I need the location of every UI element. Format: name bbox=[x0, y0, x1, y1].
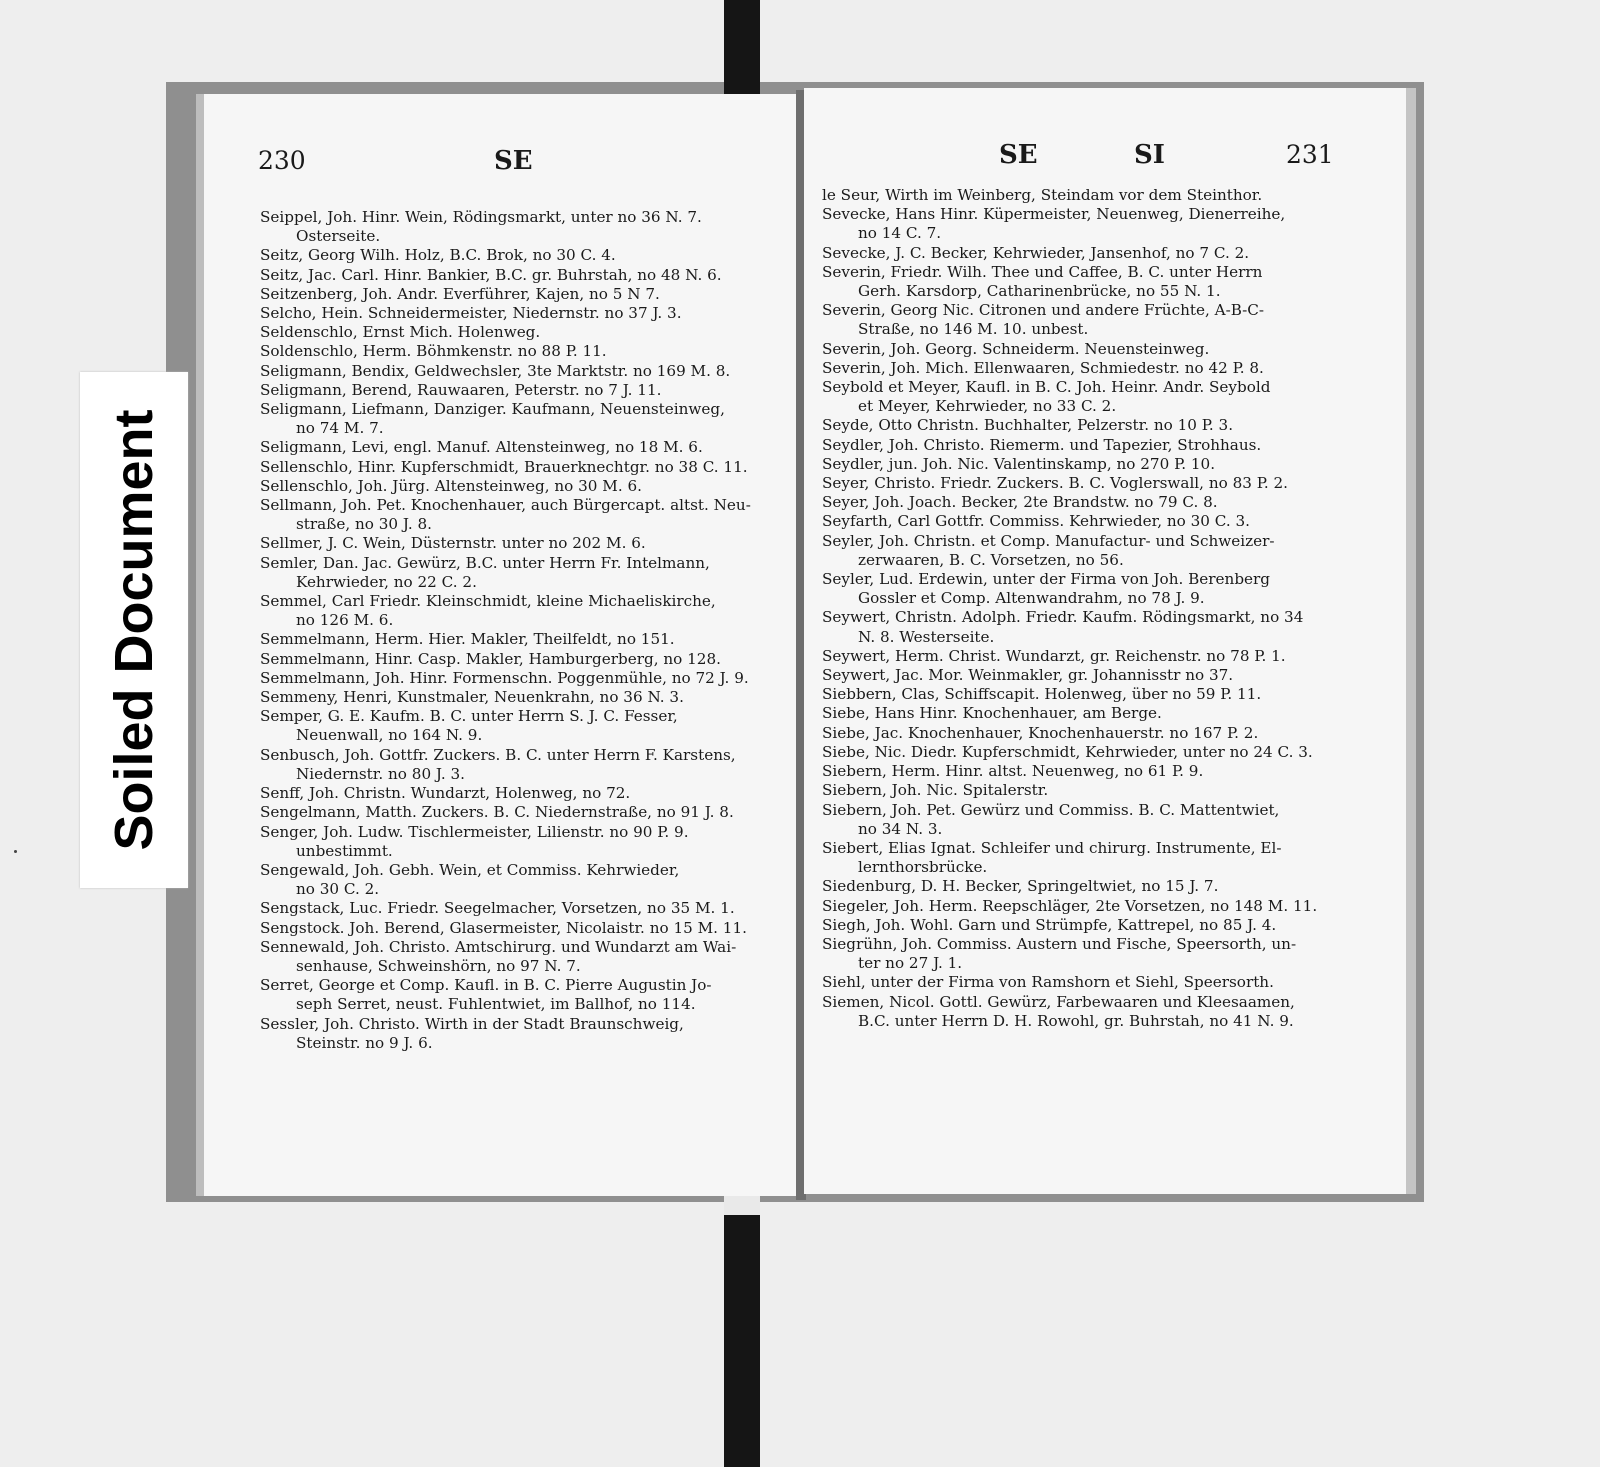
entry-line: Seitz, Georg Wilh. Holz, B.C. Brok, no 30 C. 4. bbox=[260, 246, 616, 265]
entry-continuation-line: no 30 C. 2. bbox=[296, 880, 380, 899]
section-heading-first: SE bbox=[999, 140, 1038, 170]
entry-list bbox=[260, 208, 780, 1053]
entry-continuation-line: straße, no 30 J. 8. bbox=[296, 515, 432, 534]
entry-line: Sengstack, Luc. Friedr. Seegelmacher, Vorsetzen, no 35 M. 1. bbox=[260, 899, 735, 918]
directory-entry bbox=[260, 630, 780, 649]
entry-line: le Seur, Wirth im Weinberg, Steindam vor dem Steinthor. bbox=[822, 186, 1263, 204]
directory-entry bbox=[260, 899, 780, 918]
directory-entry bbox=[822, 666, 1342, 685]
entry-line: Siebern, Herm. Hinr. altst. Neuenweg, no 61 P. 9. bbox=[822, 762, 1204, 781]
entry-line: Siebern, Joh. Nic. Spitalerstr. bbox=[822, 781, 1049, 800]
entry-line: Severin, Georg Nic. Citronen und andere Früchte, A-B-C- bbox=[822, 301, 1265, 320]
entry-line: Siedenburg, D. H. Becker, Springeltwiet, no 15 J. 7. bbox=[822, 877, 1219, 896]
entry-continuation-line: zerwaaren, B. C. Vorsetzen, no 56. bbox=[858, 550, 1124, 569]
directory-entry bbox=[260, 784, 780, 803]
entry-line: Siebe, Hans Hinr. Knochenhauer, am Berge. bbox=[822, 704, 1162, 723]
directory-entry bbox=[260, 592, 780, 630]
directory-entry bbox=[260, 362, 780, 381]
entry-continuation-line: ter no 27 J. 1. bbox=[858, 954, 963, 973]
directory-entry bbox=[822, 993, 1342, 1031]
entry-line: Seywert, Christn. Adolph. Friedr. Kaufm. Rödingsmarkt, no 34 bbox=[822, 608, 1304, 627]
directory-entry bbox=[822, 532, 1342, 570]
entry-continuation-line: Kehrwieder, no 22 C. 2. bbox=[296, 572, 477, 591]
directory-entry bbox=[822, 416, 1342, 435]
entry-line: Seligmann, Bendix, Geldwechsler, 3te Marktstr. no 169 M. 8. bbox=[260, 361, 731, 380]
directory-entry bbox=[822, 474, 1342, 493]
entry-line: Sevecke, Hans Hinr. Küpermeister, Neuenweg, Dienerreihe, bbox=[822, 205, 1286, 224]
entry-line: Seydler, jun. Joh. Nic. Valentinskamp, no 270 P. 10. bbox=[822, 454, 1216, 473]
directory-entry bbox=[260, 304, 780, 323]
directory-entry bbox=[260, 381, 780, 400]
directory-entry bbox=[822, 186, 1342, 205]
entry-line: Semmel, Carl Friedr. Kleinschmidt, kleine Michaeliskirche, bbox=[260, 592, 716, 611]
left-page bbox=[196, 94, 800, 1196]
directory-entry bbox=[260, 323, 780, 342]
entry-line: Siehl, unter der Firma von Ramshorn et Siehl, Speersorth. bbox=[822, 973, 1274, 992]
entry-continuation-line: Steinstr. no 9 J. 6. bbox=[296, 1033, 433, 1052]
right-page bbox=[804, 88, 1416, 1194]
directory-entry bbox=[260, 669, 780, 688]
entry-continuation-line: N. 8. Westerseite. bbox=[858, 627, 995, 646]
entry-continuation-line: seph Serret, neust. Fuhlentwiet, im Ballhof, no 114. bbox=[296, 995, 696, 1014]
entry-line: Seippel, Joh. Hinr. Wein, Rödingsmarkt, unter no 36 N. 7. bbox=[260, 208, 702, 226]
directory-entry bbox=[822, 685, 1342, 704]
entry-line: Seyler, Lud. Erdewin, unter der Firma von Joh. Berenberg bbox=[822, 570, 1271, 589]
entry-line: Sellmann, Joh. Pet. Knochenhauer, auch Bürgercapt. altst. Neu- bbox=[260, 496, 751, 515]
entry-continuation-line: et Meyer, Kehrwieder, no 33 C. 2. bbox=[858, 397, 1117, 416]
entry-line: Semmelmann, Hinr. Casp. Makler, Hamburgerberg, no 128. bbox=[260, 649, 721, 668]
entry-continuation-line: senhause, Schweinshörn, no 97 N. 7. bbox=[296, 956, 581, 975]
entry-line: Senger, Joh. Ludw. Tischlermeister, Lilienstr. no 90 P. 9. bbox=[260, 822, 689, 841]
entry-line: Siebern, Joh. Pet. Gewürz und Commiss. B. C. Mattentwiet, bbox=[822, 800, 1280, 819]
directory-entry bbox=[260, 400, 780, 438]
directory-entry bbox=[260, 707, 780, 745]
entry-line: Severin, Friedr. Wilh. Thee und Caffee, B. C. unter Herrn bbox=[822, 262, 1263, 281]
entry-continuation-line: no 74 M. 7. bbox=[296, 419, 384, 438]
entry-line: Severin, Joh. Mich. Ellenwaaren, Schmiedestr. no 42 P. 8. bbox=[822, 358, 1264, 377]
entry-continuation-line: Neuenwall, no 164 N. 9. bbox=[296, 726, 483, 745]
directory-entry bbox=[260, 246, 780, 265]
section-heading: SE bbox=[494, 146, 533, 176]
entry-continuation-line: unbestimmt. bbox=[296, 841, 393, 860]
entry-line: Semler, Dan. Jac. Gewürz, B.C. unter Herrn Fr. Intelmann, bbox=[260, 553, 710, 572]
directory-entry bbox=[822, 205, 1342, 243]
entry-line: Sessler, Joh. Christo. Wirth in der Stadt Braunschweig, bbox=[260, 1014, 684, 1033]
directory-entry bbox=[822, 973, 1342, 992]
microfilm-strip-gap bbox=[724, 1195, 760, 1215]
entry-line: Seywert, Herm. Christ. Wundarzt, gr. Reichenstr. no 78 P. 1. bbox=[822, 646, 1286, 665]
directory-entry bbox=[822, 762, 1342, 781]
directory-entry bbox=[822, 455, 1342, 474]
entry-line: Siebert, Elias Ignat. Schleifer und chirurg. Instrumente, El- bbox=[822, 838, 1282, 857]
directory-entry bbox=[822, 916, 1342, 935]
directory-entry bbox=[260, 1015, 780, 1053]
entry-line: Sevecke, J. C. Becker, Kehrwieder, Jansenhof, no 7 C. 2. bbox=[822, 243, 1250, 262]
entry-line: Siemen, Nicol. Gottl. Gewürz, Farbewaaren und Kleesaamen, bbox=[822, 992, 1295, 1011]
directory-entry bbox=[822, 839, 1342, 877]
entry-line: Senbusch, Joh. Gottfr. Zuckers. B. C. unter Herrn F. Karstens, bbox=[260, 745, 736, 764]
entry-line: Sennewald, Joh. Christo. Amtschirurg. und Wundarzt am Wai- bbox=[260, 937, 737, 956]
entry-line: Sengelmann, Matth. Zuckers. B. C. Niedernstraße, no 91 J. 8. bbox=[260, 803, 734, 822]
directory-entry bbox=[260, 803, 780, 822]
entry-line: Seydler, Joh. Christo. Riemerm. und Tapezier, Strohhaus. bbox=[822, 435, 1262, 454]
entry-line: Sellenschlo, Hinr. Kupferschmidt, Brauerknechtgr. no 38 C. 11. bbox=[260, 457, 748, 476]
entry-continuation-line: Osterseite. bbox=[296, 227, 381, 246]
directory-entry bbox=[822, 897, 1342, 916]
entry-line: Seyfarth, Carl Gottfr. Commiss. Kehrwieder, no 30 C. 3. bbox=[822, 512, 1250, 531]
section-heading-second: SI bbox=[1134, 140, 1165, 170]
entry-line: Sellenschlo, Joh. Jürg. Altensteinweg, no 30 M. 6. bbox=[260, 476, 642, 495]
entry-line: Seybold et Meyer, Kaufl. in B. C. Joh. Heinr. Andr. Seybold bbox=[822, 378, 1271, 397]
entry-line: Siegh, Joh. Wohl. Garn und Strümpfe, Kattrepel, no 85 J. 4. bbox=[822, 915, 1277, 934]
directory-entry bbox=[260, 938, 780, 976]
directory-entry bbox=[822, 436, 1342, 455]
directory-entry bbox=[260, 477, 780, 496]
entry-line: Senff, Joh. Christn. Wundarzt, Holenweg, no 72. bbox=[260, 784, 631, 803]
directory-entry bbox=[822, 244, 1342, 263]
directory-entry bbox=[260, 919, 780, 938]
directory-entry bbox=[260, 650, 780, 669]
entry-continuation-line: lernthorsbrücke. bbox=[858, 858, 988, 877]
directory-entry bbox=[822, 493, 1342, 512]
directory-entry bbox=[260, 823, 780, 861]
directory-entry bbox=[260, 688, 780, 707]
directory-entry bbox=[822, 743, 1342, 762]
directory-entry bbox=[260, 496, 780, 534]
entry-continuation-line: no 34 N. 3. bbox=[858, 819, 943, 838]
entry-continuation-line: no 126 M. 6. bbox=[296, 611, 394, 630]
directory-entry bbox=[822, 512, 1342, 531]
entry-line: Sengstock. Joh. Berend, Glasermeister, Nicolaistr. no 15 M. 11. bbox=[260, 918, 747, 937]
entry-line: Selcho, Hein. Schneidermeister, Niedernstr. no 37 J. 3. bbox=[260, 304, 682, 323]
directory-entry bbox=[822, 608, 1342, 646]
directory-entry bbox=[822, 378, 1342, 416]
entry-line: Siebbern, Clas, Schiffscapit. Holenweg, über no 59 P. 11. bbox=[822, 685, 1262, 704]
directory-entry bbox=[822, 263, 1342, 301]
entry-line: Seitzenberg, Joh. Andr. Everführer, Kajen, no 5 N 7. bbox=[260, 284, 660, 303]
entry-line: Semmelmann, Joh. Hinr. Formenschn. Poggenmühle, no 72 J. 9. bbox=[260, 668, 749, 687]
entry-line: Seligmann, Liefmann, Danziger. Kaufmann, Neuensteinweg, bbox=[260, 400, 725, 419]
entry-line: Seldenschlo, Ernst Mich. Holenweg. bbox=[260, 323, 541, 342]
entry-continuation-line: Straße, no 146 M. 10. unbest. bbox=[858, 320, 1089, 339]
entry-line: Semmeny, Henri, Kunstmaler, Neuenkrahn, no 36 N. 3. bbox=[260, 688, 684, 707]
page-number: 230 bbox=[258, 146, 306, 175]
directory-entry bbox=[260, 342, 780, 361]
entry-line: Siebe, Nic. Diedr. Kupferschmidt, Kehrwieder, unter no 24 C. 3. bbox=[822, 742, 1313, 761]
directory-entry bbox=[260, 554, 780, 592]
entry-line: Seyer, Christo. Friedr. Zuckers. B. C. Voglerswall, no 83 P. 2. bbox=[822, 474, 1289, 493]
entry-continuation-line: Niedernstr. no 80 J. 3. bbox=[296, 764, 465, 783]
page-number: 231 bbox=[1286, 140, 1334, 169]
entry-line: Soldenschlo, Herm. Böhmkenstr. no 88 P. 11. bbox=[260, 342, 607, 361]
entry-line: Siebe, Jac. Knochenhauer, Knochenhauerstr. no 167 P. 2. bbox=[822, 723, 1259, 742]
entry-line: Seligmann, Berend, Rauwaaren, Peterstr. no 7 J. 11. bbox=[260, 380, 662, 399]
dust-speck bbox=[14, 850, 17, 853]
entry-line: Seywert, Jac. Mor. Weinmakler, gr. Johannisstr no 37. bbox=[822, 666, 1234, 685]
entry-line: Seyde, Otto Christn. Buchhalter, Pelzerstr. no 10 P. 3. bbox=[822, 416, 1234, 435]
directory-entry bbox=[822, 704, 1342, 723]
directory-entry bbox=[260, 861, 780, 899]
directory-entry bbox=[822, 301, 1342, 339]
entry-line: Seyer, Joh. Joach. Becker, 2te Brandstw. no 79 C. 8. bbox=[822, 493, 1218, 512]
stamp-text: Soiled Document bbox=[104, 409, 164, 851]
directory-entry bbox=[822, 781, 1342, 800]
entry-continuation-line: no 14 C. 7. bbox=[858, 224, 942, 243]
entry-line: Serret, George et Comp. Kaufl. in B. C. Pierre Augustin Jo- bbox=[260, 976, 712, 995]
entry-continuation-line: Gerh. Karsdorp, Catharinenbrücke, no 55 N. 1. bbox=[858, 282, 1221, 301]
entry-line: Sengewald, Joh. Gebh. Wein, et Commiss. Kehrwieder, bbox=[260, 860, 680, 879]
entry-list bbox=[822, 186, 1342, 1031]
entry-line: Seligmann, Levi, engl. Manuf. Altensteinweg, no 18 M. 6. bbox=[260, 438, 703, 457]
entry-line: Sellmer, J. C. Wein, Düsternstr. unter no 202 M. 6. bbox=[260, 534, 646, 553]
entry-line: Seitz, Jac. Carl. Hinr. Bankier, B.C. gr. Buhrstah, no 48 N. 6. bbox=[260, 265, 722, 284]
entry-line: Siegeler, Joh. Herm. Reepschläger, 2te Vorsetzen, no 148 M. 11. bbox=[822, 896, 1318, 915]
directory-entry bbox=[822, 340, 1342, 359]
directory-entry bbox=[260, 746, 780, 784]
entry-continuation-line: Gossler et Comp. Altenwandrahm, no 78 J. 9. bbox=[858, 589, 1205, 608]
entry-line: Semmelmann, Herm. Hier. Makler, Theilfeldt, no 151. bbox=[260, 630, 675, 649]
directory-entry bbox=[822, 935, 1342, 973]
directory-entry bbox=[822, 647, 1342, 666]
directory-entry bbox=[822, 801, 1342, 839]
directory-entry bbox=[822, 724, 1342, 743]
directory-entry bbox=[822, 877, 1342, 896]
directory-entry bbox=[260, 534, 780, 553]
directory-entry bbox=[260, 266, 780, 285]
entry-line: Severin, Joh. Georg. Schneiderm. Neuensteinweg. bbox=[822, 339, 1210, 358]
directory-entry bbox=[260, 208, 780, 246]
directory-entry bbox=[822, 570, 1342, 608]
entry-line: Seyler, Joh. Christn. et Comp. Manufactur- und Schweizer- bbox=[822, 531, 1275, 550]
directory-entry bbox=[822, 359, 1342, 378]
entry-line: Siegrühn, Joh. Commiss. Austern und Fische, Speersorth, un- bbox=[822, 934, 1297, 953]
directory-entry bbox=[260, 976, 780, 1014]
directory-entry bbox=[260, 438, 780, 457]
entry-continuation-line: B.C. unter Herrn D. H. Rowohl, gr. Buhrstah, no 41 N. 9. bbox=[858, 1011, 1294, 1030]
directory-entry bbox=[260, 285, 780, 304]
soiled-document-stamp bbox=[80, 372, 188, 888]
entry-line: Semper, G. E. Kaufm. B. C. unter Herrn S. J. C. Fesser, bbox=[260, 707, 678, 726]
directory-entry bbox=[260, 458, 780, 477]
